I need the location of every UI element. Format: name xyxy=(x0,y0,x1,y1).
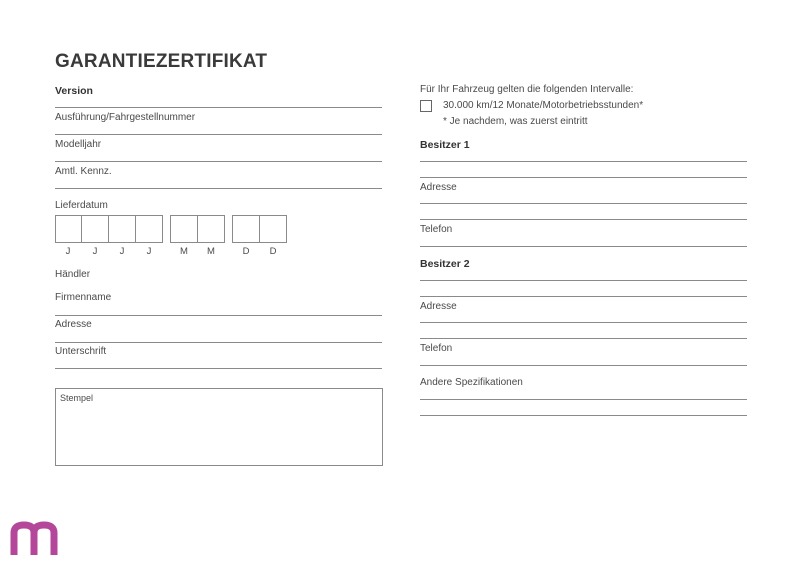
owner1-phone-line[interactable] xyxy=(420,246,747,247)
m-logo-icon xyxy=(8,519,60,557)
owner1-address-line[interactable] xyxy=(420,203,747,204)
dealer-address-label: Adresse xyxy=(55,319,92,330)
owner1-phone-label: Telefon xyxy=(420,224,453,235)
delivery-date-label: Lieferdatum xyxy=(55,200,108,211)
owner2-phone-line[interactable] xyxy=(420,365,747,366)
vin-label: Ausführung/Fahrgestellnummer xyxy=(55,112,196,123)
date-letter: M xyxy=(180,246,188,257)
page-title: GARANTIEZERTIFIKAT xyxy=(55,51,268,72)
other-specs-label: Andere Spezifikationen xyxy=(420,377,523,388)
stamp-label: Stempel xyxy=(60,393,94,403)
interval-footnote: * Je nachdem, was zuerst eintritt xyxy=(443,116,588,127)
version-label: Version xyxy=(55,85,93,97)
company-label: Firmenname xyxy=(55,292,112,303)
date-box-year-2[interactable] xyxy=(81,215,109,243)
dealer-label: Händler xyxy=(55,269,91,280)
date-box-month-2[interactable] xyxy=(197,215,225,243)
date-box-year-4[interactable] xyxy=(135,215,163,243)
model-year-line[interactable] xyxy=(55,161,382,162)
owner1-name-line-2[interactable] xyxy=(420,177,747,178)
owner2-name-line[interactable] xyxy=(420,280,747,281)
interval-option-label: 30.000 km/12 Monate/Motorbetriebsstunden* xyxy=(443,100,644,111)
intervals-intro: Für Ihr Fahrzeug gelten die folgenden Intervalle: xyxy=(420,84,634,95)
model-year-label: Modelljahr xyxy=(55,139,102,150)
owner1-heading: Besitzer 1 xyxy=(420,139,470,151)
owner1-address-label: Adresse xyxy=(420,182,457,193)
version-line[interactable] xyxy=(55,107,382,108)
owner2-heading: Besitzer 2 xyxy=(420,258,470,270)
plate-label: Amtl. Kennz. xyxy=(55,166,112,177)
date-letter: D xyxy=(242,246,250,257)
other-specs-line[interactable] xyxy=(420,399,747,400)
signature-label: Unterschrift xyxy=(55,346,107,357)
owner2-address-line-2[interactable] xyxy=(420,338,747,339)
interval-checkbox[interactable] xyxy=(420,100,432,112)
vin-line[interactable] xyxy=(55,134,382,135)
other-specs-line-2[interactable] xyxy=(420,415,747,416)
signature-line[interactable] xyxy=(55,368,382,369)
date-letter: J xyxy=(146,246,152,257)
dealer-address-line[interactable] xyxy=(55,342,382,343)
owner2-phone-label: Telefon xyxy=(420,343,453,354)
owner2-address-label: Adresse xyxy=(420,301,457,312)
owner1-name-line[interactable] xyxy=(420,161,747,162)
plate-line[interactable] xyxy=(55,188,382,189)
date-box-month-1[interactable] xyxy=(170,215,198,243)
date-letter: J xyxy=(92,246,98,257)
owner2-address-line[interactable] xyxy=(420,322,747,323)
date-box-year-1[interactable] xyxy=(55,215,82,243)
stamp-box[interactable] xyxy=(55,388,383,466)
date-letter: D xyxy=(269,246,277,257)
date-box-day-1[interactable] xyxy=(232,215,260,243)
date-box-year-3[interactable] xyxy=(108,215,136,243)
owner1-address-line-2[interactable] xyxy=(420,219,747,220)
date-letter: J xyxy=(119,246,125,257)
date-box-day-2[interactable] xyxy=(259,215,287,243)
owner2-name-line-2[interactable] xyxy=(420,296,747,297)
company-line[interactable] xyxy=(55,315,382,316)
date-letter: M xyxy=(207,246,215,257)
date-letter: J xyxy=(65,246,71,257)
